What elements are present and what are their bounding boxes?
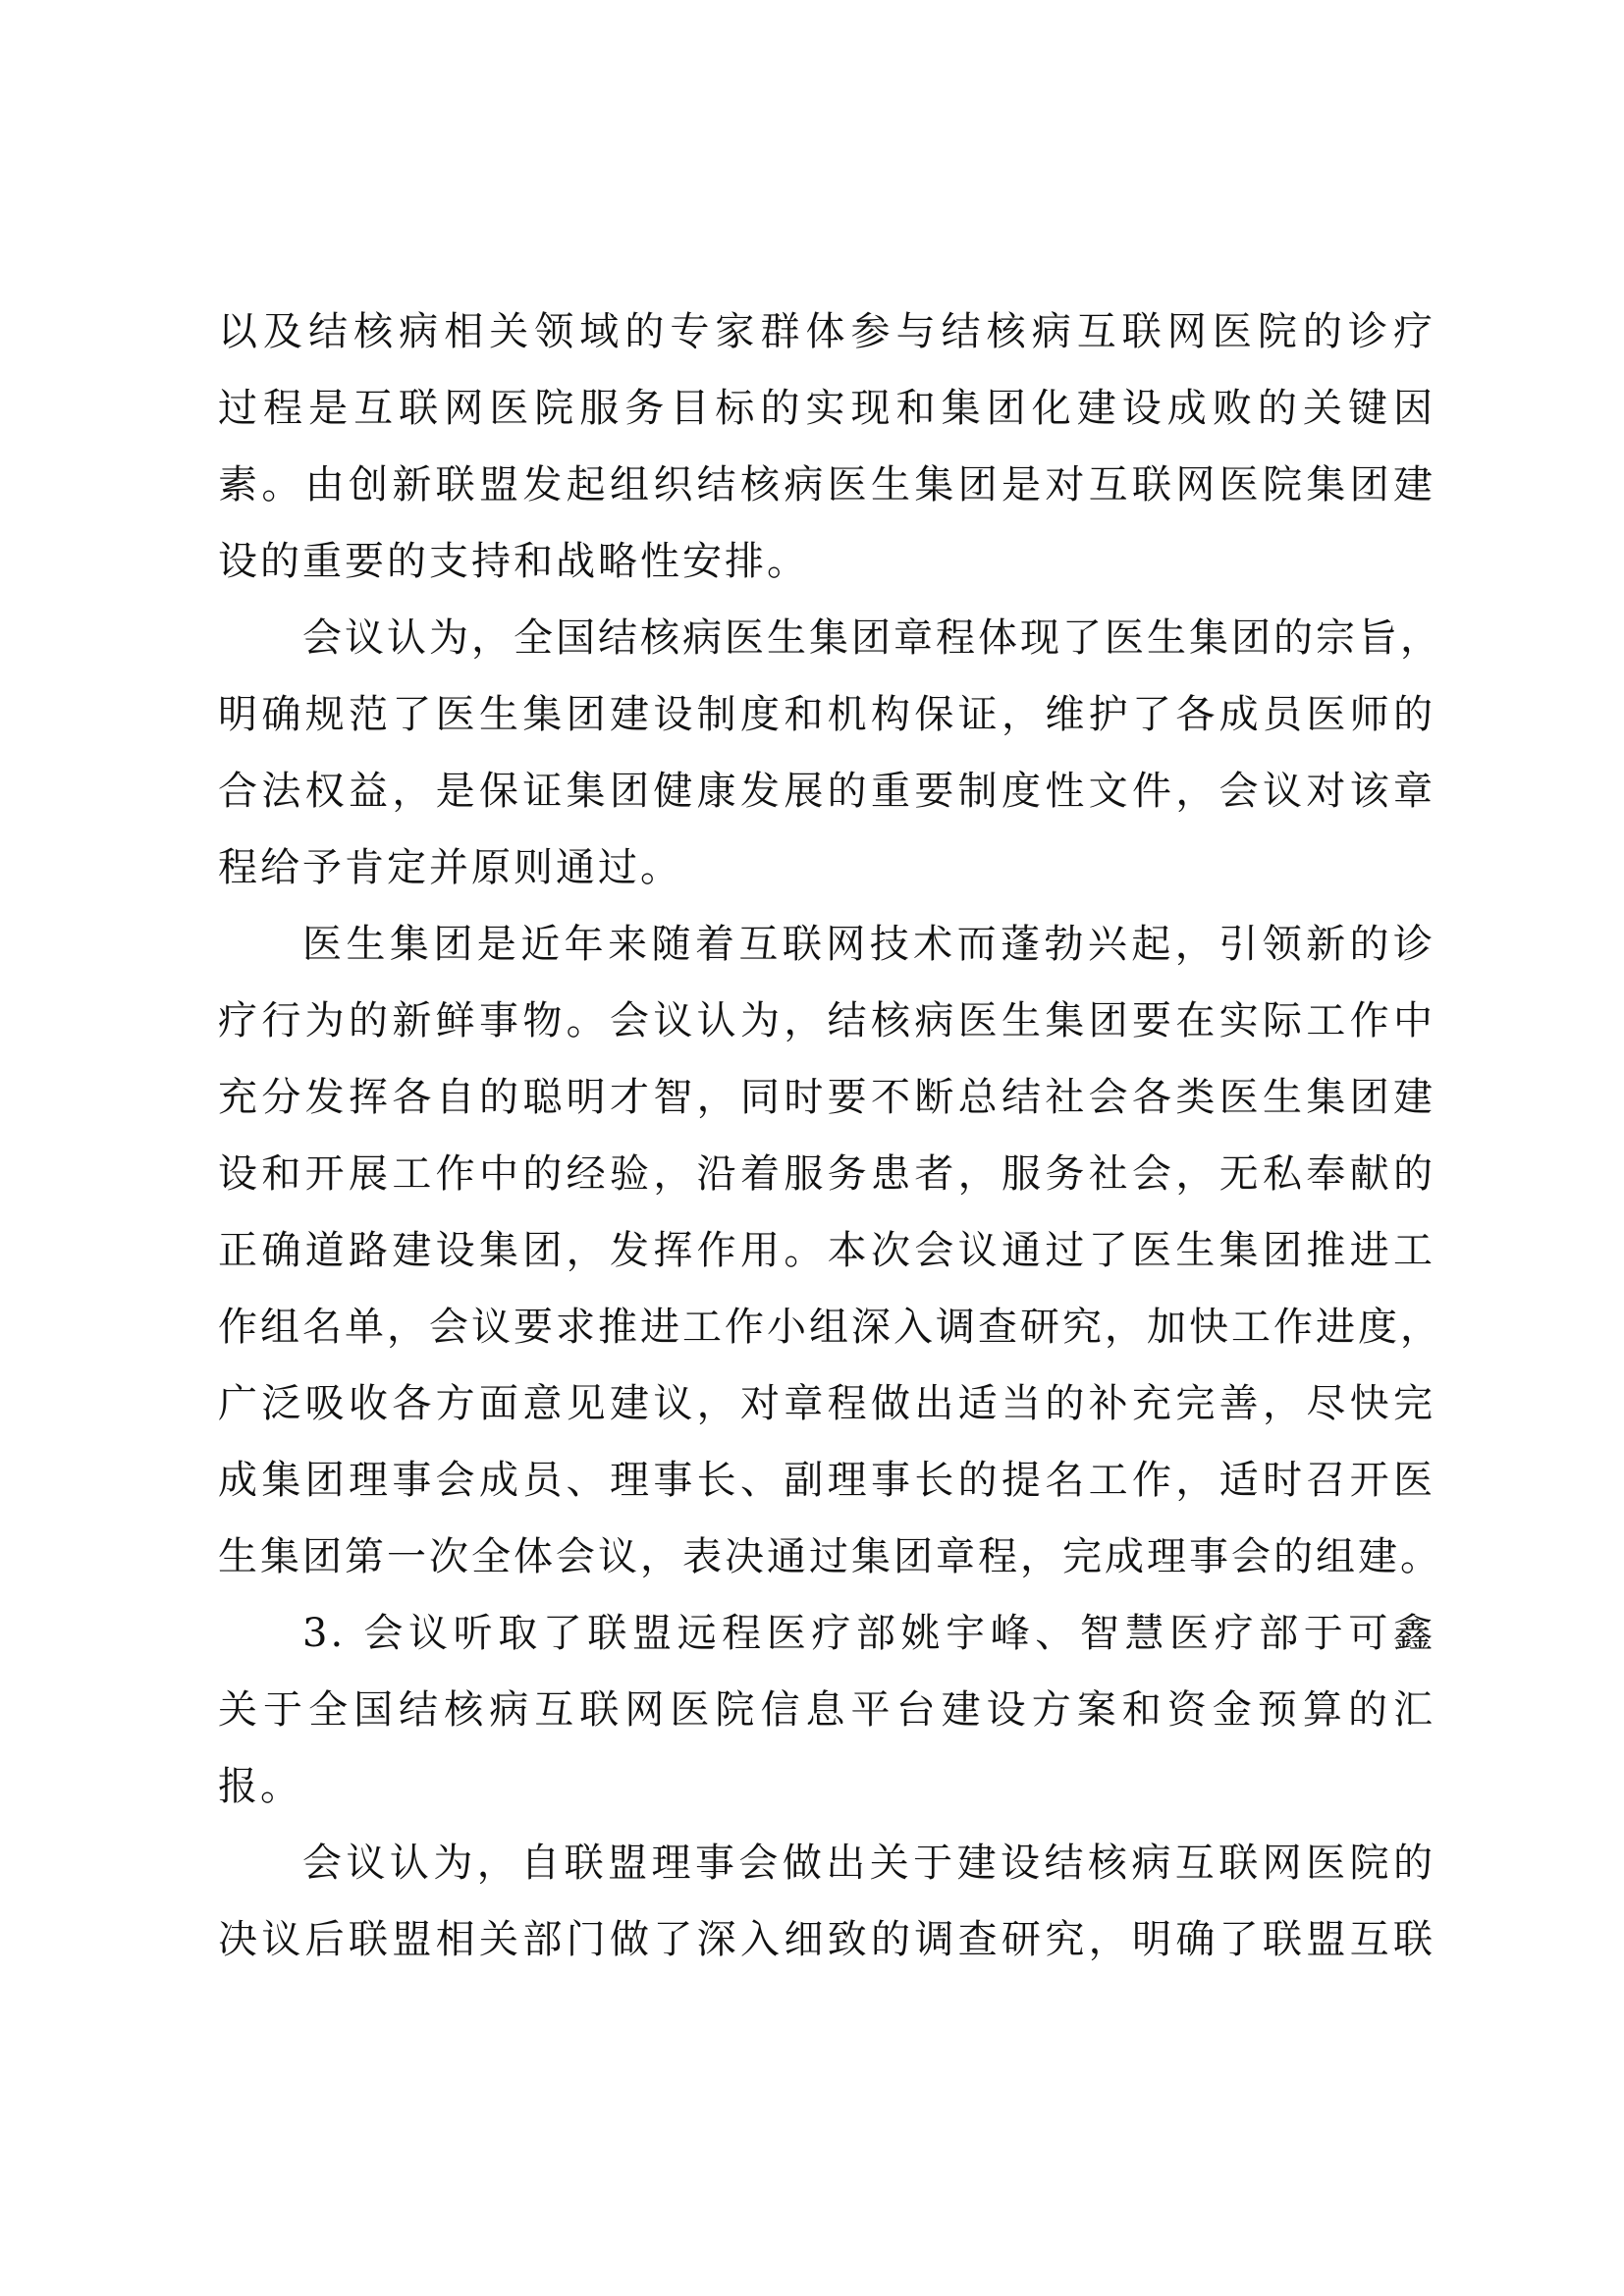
text-line: 决议后联盟相关部门做了深入细致的调查研究，明确了联盟互联: [218, 1917, 1435, 1962]
text-line: 医生集团是近年来随着互联网技术而蓬勃兴起，引领新的诊: [302, 922, 1435, 967]
text-line: 生集团第一次全体会议，表决通过集团章程，完成理事会的组建。: [218, 1534, 1442, 1579]
text-line: 会议认为，自联盟理事会做出关于建设结核病互联网医院的: [302, 1841, 1435, 1886]
text-line: 会议认为，全国结核病医生集团章程体现了医生集团的宗旨，: [302, 615, 1442, 661]
text-line: 程给予肯定并原则通过。: [218, 845, 682, 890]
text-line: 成集团理事会成员、理事长、副理事长的提名工作，适时召开医: [218, 1458, 1435, 1503]
text-line: 设和开展工作中的经验，沿着服务患者，服务社会，无私奉献的: [218, 1151, 1435, 1197]
text-line: 关于全国结核病互联网医院信息平台建设方案和资金预算的汇: [218, 1687, 1435, 1733]
text-line: 正确道路建设集团，发挥作用。本次会议通过了医生集团推进工: [218, 1228, 1435, 1273]
text-line: 合法权益，是保证集团健康发展的重要制度性文件，会议对该章: [218, 769, 1435, 814]
text-line: 广泛吸收各方面意见建议，对章程做出适当的补充完善，尽快完: [218, 1381, 1435, 1426]
text-line: 以及结核病相关领域的专家群体参与结核病互联网医院的诊疗: [218, 309, 1435, 354]
text-line: 明确规范了医生集团建设制度和机构保证，维护了各成员医师的: [218, 692, 1435, 737]
text-line: 素。由创新联盟发起组织结核病医生集团是对互联网医院集团建: [218, 462, 1435, 507]
text-line: 报。: [218, 1764, 302, 1809]
text-line: 作组名单，会议要求推进工作小组深入调查研究，加快工作进度，: [218, 1305, 1442, 1350]
text-line: 过程是互联网医院服务目标的实现和集团化建设成败的关键因: [218, 386, 1435, 431]
text-line: 疗行为的新鲜事物。会议认为，结核病医生集团要在实际工作中: [218, 998, 1435, 1043]
text-line: 3. 会议听取了联盟远程医疗部姚宇峰、智慧医疗部于可鑫: [302, 1611, 1435, 1656]
text-line: 设的重要的支持和战略性安排。: [218, 539, 809, 584]
text-line: 充分发挥各自的聪明才智，同时要不断总结社会各类医生集团建: [218, 1075, 1435, 1120]
